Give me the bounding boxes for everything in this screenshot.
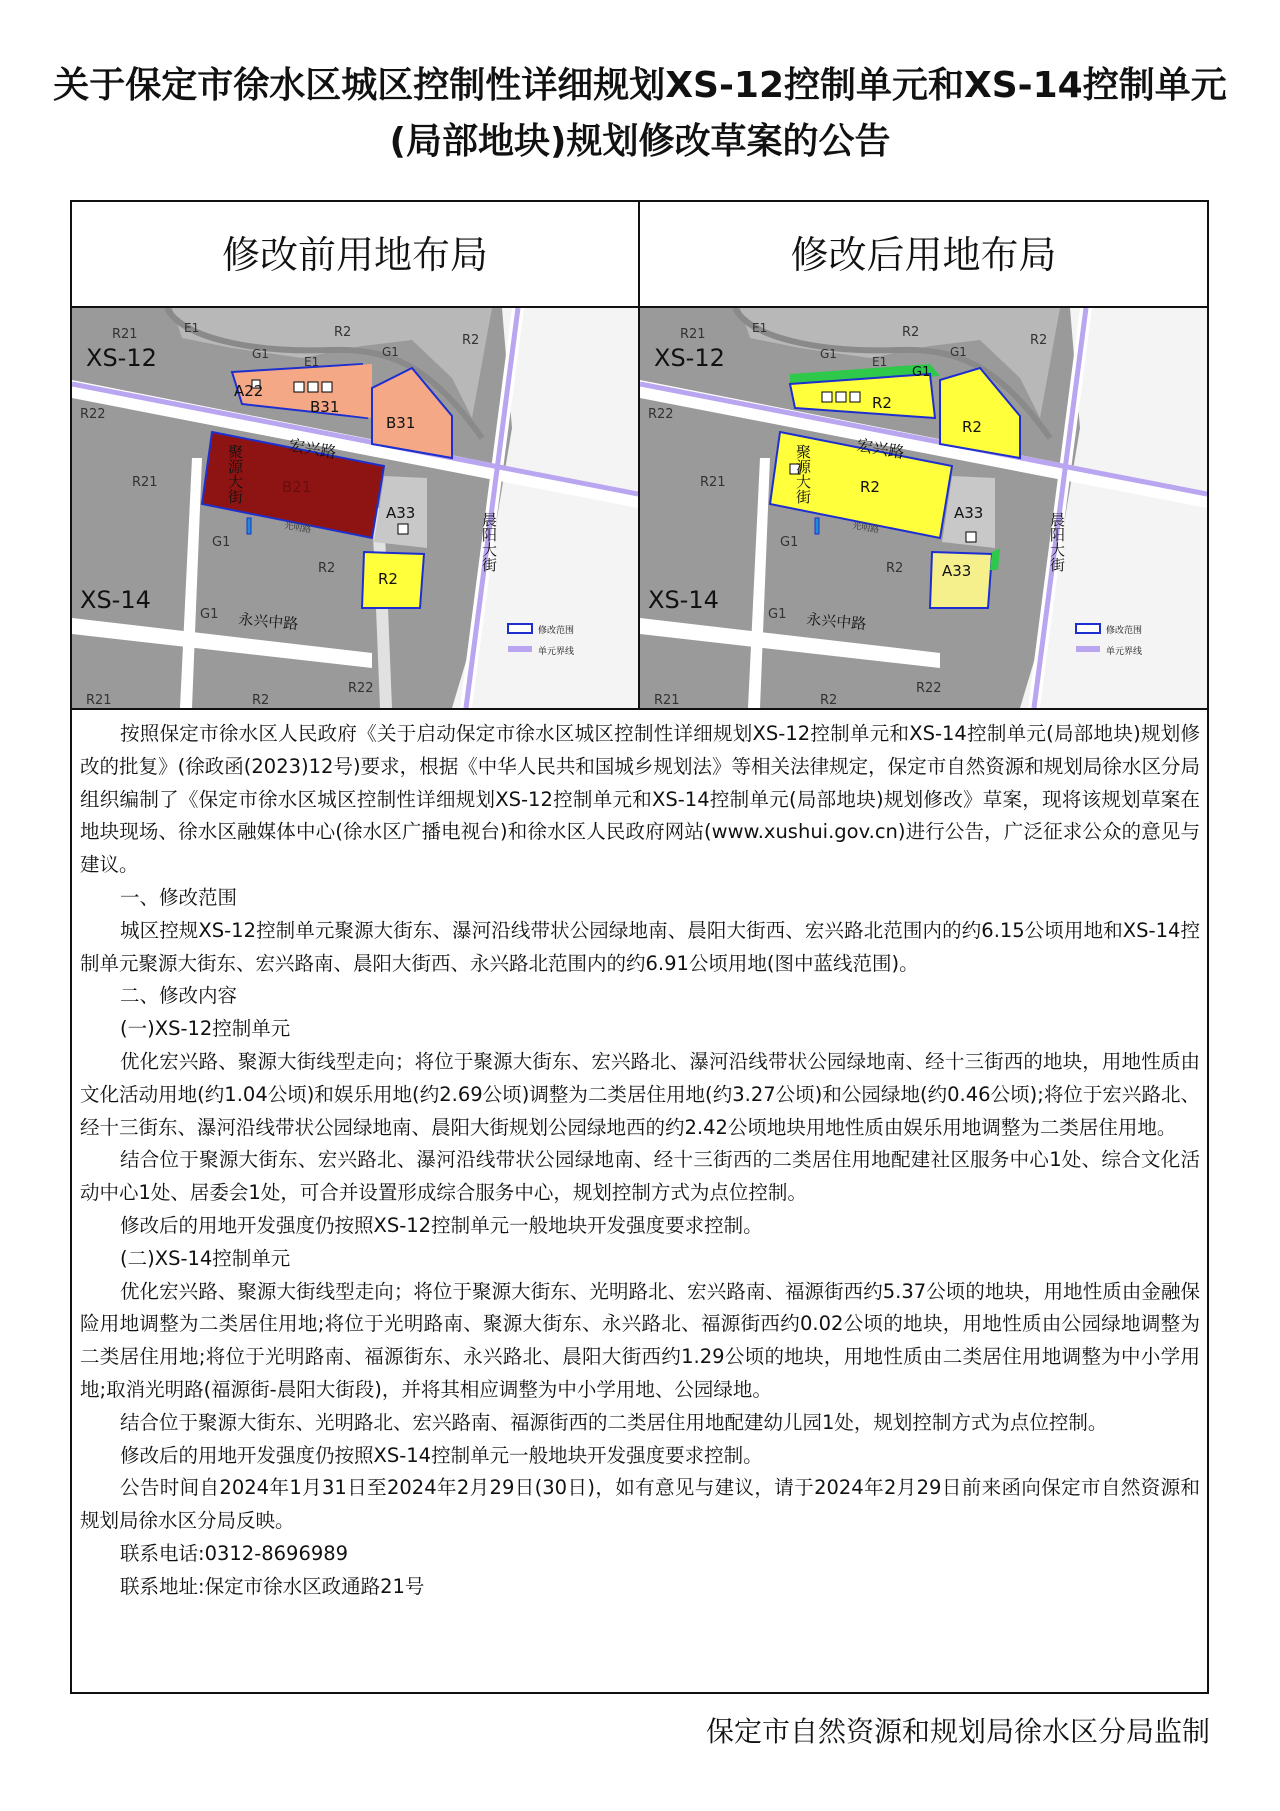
parcel-a22: A22 bbox=[234, 382, 264, 400]
contact-address: 联系地址:保定市徐水区政通路21号 bbox=[120, 1574, 425, 1598]
parcel-r22-a-after: R22 bbox=[648, 407, 674, 422]
parcel-g1-b: G1 bbox=[382, 345, 399, 359]
parcel-g1-c: G1 bbox=[212, 535, 231, 550]
parcel-r22-b: R22 bbox=[348, 681, 374, 696]
parcel-a33-a-after: A33 bbox=[954, 504, 984, 522]
parcel-r2-a-after: R2 bbox=[872, 394, 892, 412]
parcel-r2-a: R2 bbox=[334, 325, 352, 340]
parcel-r2-d: R2 bbox=[252, 693, 270, 708]
facility-icon-3 bbox=[322, 382, 332, 392]
road-yongxing-after: 永兴中路 bbox=[805, 610, 868, 634]
parcel-g1-b-after: G1 bbox=[820, 347, 837, 361]
a33-icon bbox=[398, 524, 408, 534]
paragraph-xs14-2: 结合位于聚源大街东、光明路北、宏兴路南、福源街西的二类居住用地配建幼儿园1处，规划控制方式为点位控制。 bbox=[120, 1410, 1108, 1434]
parcel-e1-a: E1 bbox=[184, 321, 200, 335]
road-yongxing: 永兴中路 bbox=[237, 610, 300, 634]
parcel-g1-a: G1 bbox=[252, 347, 269, 361]
parcel-g1-d: G1 bbox=[200, 607, 219, 622]
parcel-a33: A33 bbox=[386, 504, 416, 522]
paragraph-period: 公告时间自2024年1月31日至2024年2月29日(30日)，如有意见与建议，请于2024年2月29日前来函向保定市自然资源和规划局徐水区分局反映。 bbox=[80, 1476, 1200, 1533]
marker-icon bbox=[247, 518, 251, 534]
parcel-e1-a-after: E1 bbox=[752, 321, 768, 335]
paragraph-intro: 按照保定市徐水区人民政府《关于启动保定市徐水区城区控制性详细规划XS-12控制单元和XS-14控制单元(局部地块)规划修改的批复》(徐政函(2023)12号)要求，根据《中华人民共和国城乡规划法》等相关法律规定，保定市自然资源和规划局徐水区分局组织编制了《保定市徐水区城区控制性详细规划XS-12控制单元和XS-14控制单元(局部地块)规划修改》草案，现将该规划草案在地块现场、徐水区融媒体中心(徐水区广播电视台)和徐水区人民政府网站(www.xushui.gov.cn)进行公告，广泛征求公众的意见与建议。 bbox=[80, 722, 1200, 877]
parcel-r2-c-after: R2 bbox=[860, 478, 880, 496]
paragraph-xs12-2: 结合位于聚源大街东、宏兴路北、瀑河沿线带状公园绿地南、经十三街西的二类居住用地配建社区服务中心1处、综合文化活动中心1处、居委会1处，可合并设置形成综合服务中心，规划控制方式为点位控制。 bbox=[80, 1148, 1200, 1205]
subheading-xs12: (一)XS-12控制单元 bbox=[120, 1017, 291, 1041]
road-guangming-after: 光明路 bbox=[851, 521, 880, 536]
parcel-r2-d-after: R2 bbox=[902, 325, 920, 340]
road-juyuan: 聚源大街 bbox=[184, 444, 244, 462]
parcel-r2: R2 bbox=[378, 570, 398, 588]
road-hongxing-after: 宏兴路 bbox=[855, 435, 906, 463]
road-chenyang-after: 晨阳大街 bbox=[1006, 512, 1066, 530]
parcel-g1-c-after: G1 bbox=[950, 345, 967, 359]
unit-label-xs12: XS-12 bbox=[86, 344, 157, 372]
parcel-r21-c: R21 bbox=[86, 693, 112, 708]
parcel-b21: B21 bbox=[282, 478, 312, 496]
parcel-r21-b: R21 bbox=[132, 475, 158, 490]
parcel-g1-e-after: G1 bbox=[768, 607, 787, 622]
legend-unit: 单元界线 bbox=[538, 647, 575, 657]
map-after-svg bbox=[640, 308, 1207, 708]
legend-unit-after: 单元界线 bbox=[1106, 647, 1143, 657]
facility-icon-1 bbox=[294, 382, 304, 392]
parcel-r2-g-after: R2 bbox=[820, 693, 838, 708]
kindergarten-icon bbox=[790, 464, 800, 474]
paragraph-xs12-1: 优化宏兴路、聚源大街线型走向；将位于聚源大街东、宏兴路北、瀑河沿线带状公园绿地南、经十三街西的地块，用地性质由文化活动用地(约1.04公顷)和娱乐用地(约2.69公顷)调整为二类居住用地(约3.27公顷)和公园绿地(约0.46公顷);将位于宏兴路北、经十三街东、瀑河沿线带状公园绿地南、晨阳大街规划公园绿地西的约2.42公顷地块用地性质由娱乐用地调整为二类居住用地。 bbox=[80, 1049, 1200, 1139]
parcel-r2-b: R2 bbox=[462, 333, 480, 348]
parcel-r2-c: R2 bbox=[318, 561, 336, 576]
parcel-b31-a: B31 bbox=[310, 398, 340, 416]
parcel-r22-b-after: R22 bbox=[916, 681, 942, 696]
unit-label-xs14: XS-14 bbox=[80, 586, 151, 614]
unit-label-xs14-after: XS-14 bbox=[648, 586, 719, 614]
parcel-r21-c-after: R21 bbox=[654, 693, 680, 708]
panel-header-before: 修改前用地布局 bbox=[72, 202, 640, 308]
parcel-r22-a: R22 bbox=[80, 407, 106, 422]
parcel-r21-a: R21 bbox=[112, 327, 138, 342]
facility-icon-b bbox=[836, 392, 846, 402]
road-guangming: 光明路 bbox=[283, 521, 312, 536]
section-heading-content: 二、修改内容 bbox=[120, 984, 238, 1008]
facility-icon-a bbox=[822, 392, 832, 402]
facility-icon-2 bbox=[308, 382, 318, 392]
parcel-e1-b-after: E1 bbox=[872, 355, 888, 369]
legend-boundary-after: 修改范围 bbox=[1106, 626, 1143, 636]
subheading-xs14: (二)XS-14控制单元 bbox=[120, 1246, 291, 1270]
a33-icon-after bbox=[966, 532, 976, 542]
panel-header-after: 修改后用地布局 bbox=[640, 202, 1207, 308]
footer-issuer: 保定市自然资源和规划局徐水区分局监制 bbox=[705, 1715, 1210, 1748]
marker-icon-after bbox=[815, 518, 819, 534]
parcel-r2-b-after: R2 bbox=[962, 418, 982, 436]
section-heading-scope: 一、修改范围 bbox=[120, 885, 238, 909]
parcel-b31-b: B31 bbox=[386, 414, 416, 432]
parcel-g1-after: G1 bbox=[912, 365, 931, 380]
parcel-a33-b-after: A33 bbox=[942, 562, 972, 580]
road-chenyang: 晨阳大街 bbox=[438, 512, 498, 530]
parcel-r21-a-after: R21 bbox=[680, 327, 706, 342]
road-hongxing: 宏兴路 bbox=[287, 435, 338, 463]
paragraph-xs14-3: 修改后的用地开发强度仍按照XS-14控制单元一般地块开发强度要求控制。 bbox=[120, 1443, 763, 1467]
notice-body bbox=[80, 718, 1200, 1604]
notice-frame bbox=[70, 200, 1209, 1694]
legend-boundary: 修改范围 bbox=[538, 626, 575, 636]
paragraph-xs14-1: 优化宏兴路、聚源大街线型走向；将位于聚源大街东、光明路北、宏兴路南、福源街西约5.37公顷的地块，用地性质由金融保险用地调整为二类居住用地;将位于光明路南、聚源大街东、永兴路北、福源街西约0.02公顷的地块，用地性质由公园绿地调整为二类居住用地;将位于光明路南、福源街东、永兴路北、晨阳大街西约1.29公顷的地块，用地性质由二类居住用地调整为中小学用地;取消光明路(福源街-晨阳大街段)，并将其相应调整为中小学用地、公园绿地。 bbox=[80, 1279, 1200, 1401]
facility-icon-c bbox=[850, 392, 860, 402]
parcel-g1-d-after: G1 bbox=[780, 535, 799, 550]
map-after bbox=[640, 308, 1207, 710]
title-line-1: 关于保定市徐水区城区控制性详细规划XS-12控制单元和XS-14控制单元 bbox=[53, 65, 1227, 106]
unit-label-xs12-after: XS-12 bbox=[654, 344, 725, 372]
map-before bbox=[72, 308, 640, 710]
paragraph-scope: 城区控规XS-12控制单元聚源大街东、瀑河沿线带状公园绿地南、晨阳大街西、宏兴路北范围内的约6.15公顷用地和XS-14控制单元聚源大街东、宏兴路南、晨阳大街西、永兴路北范围内的约6.91公顷用地(图中蓝线范围)。 bbox=[80, 918, 1200, 975]
paragraph-xs12-3: 修改后的用地开发强度仍按照XS-12控制单元一般地块开发强度要求控制。 bbox=[120, 1213, 763, 1237]
parcel-r2-e-after: R2 bbox=[1030, 333, 1048, 348]
parcel-e1-b: E1 bbox=[304, 355, 320, 369]
contact-phone: 联系电话:0312-8696989 bbox=[120, 1541, 349, 1565]
title-line-2: (局部地块)规划修改草案的公告 bbox=[389, 121, 891, 162]
parcel-r21-b-after: R21 bbox=[700, 475, 726, 490]
map-before-svg bbox=[72, 308, 638, 708]
notice-title bbox=[0, 58, 1280, 170]
parcel-r2-f-after: R2 bbox=[886, 561, 904, 576]
road-juyuan-after: 聚源大街 bbox=[752, 444, 812, 462]
